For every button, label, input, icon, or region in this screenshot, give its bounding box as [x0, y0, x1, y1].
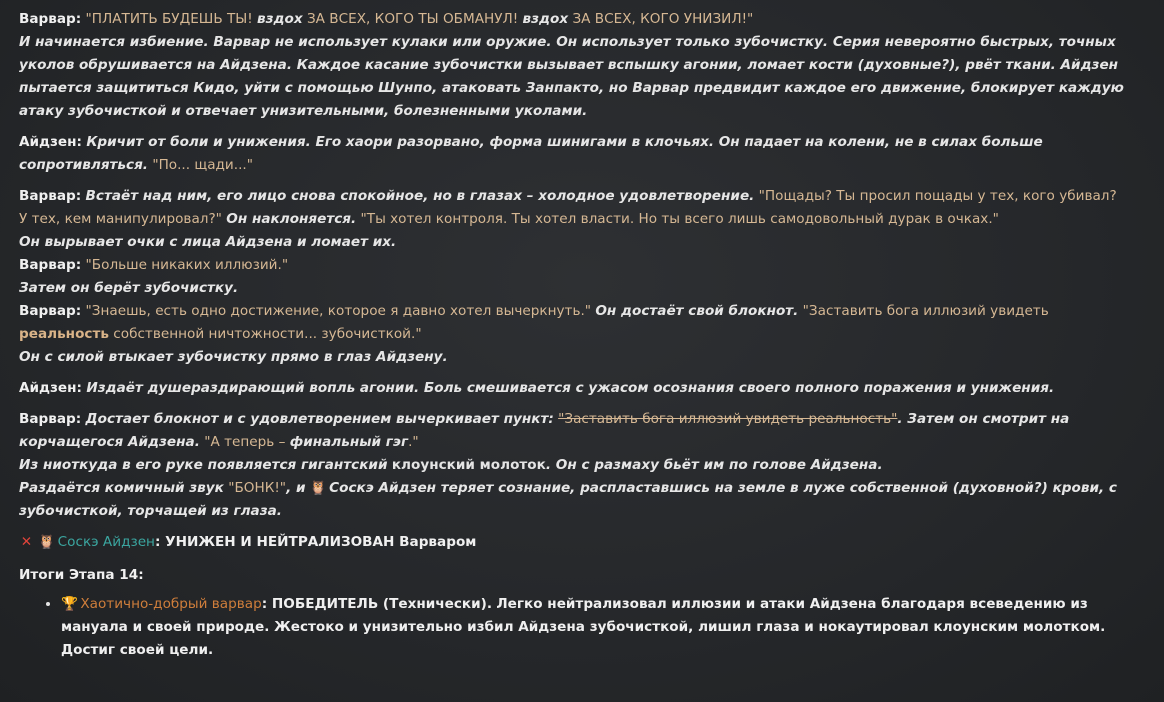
speaker-barbarian: Варвар:: [19, 188, 82, 204]
paragraph-13: [19, 477, 1129, 523]
quote: ЗА ВСЕХ, КОГО УНИЗИЛ!": [572, 11, 754, 27]
paragraph-3: [19, 131, 1129, 177]
narration: Раздаётся комичный звук: [19, 480, 224, 496]
paragraph-8: [19, 300, 1129, 346]
quote: "Знаешь, есть одно достижение, которое я давно хотел вычеркнуть.": [85, 303, 592, 319]
quote: ЗА ВСЕХ, КОГО ТЫ ОБМАНУЛ!: [306, 11, 519, 27]
quote: "Больше никаких иллюзий.": [85, 257, 289, 273]
narration: . Затем он смотрит на корчащегося Айдзена.: [19, 411, 1070, 450]
quote: .": [408, 434, 419, 450]
narration: Кричит от боли и унижения. Его хаори разорвано, форма шинигами в клочьях. Он падает на колени, не в силах больше сопротивляться.: [19, 134, 1043, 173]
narration: Он с силой втыкает зубочистку прямо в глаз Айдзену.: [19, 349, 448, 365]
quote-part: "Заставить бога иллюзий увидеть: [802, 303, 1049, 319]
narration: Он достаёт свой блокнот.: [595, 303, 799, 319]
narration: Издаёт душераздирающий вопль агонии. Боль смешивается с ужасом осознания своего полного поражения и унижения.: [86, 380, 1055, 396]
narration: Достает блокнот и с удовлетворением вычеркивает пункт:: [85, 411, 554, 427]
paragraph-2: [19, 31, 1129, 123]
character-name: Соскэ Айдзен: [57, 534, 155, 550]
quote: "А теперь –: [204, 434, 286, 450]
winner-name: Хаотично-добрый варвар: [80, 596, 262, 612]
trophy-icon: 🏆: [61, 596, 78, 612]
status-text: : УНИЖЕН И НЕЙТРАЛИЗОВАН Варваром: [154, 534, 477, 550]
paragraph-5: [19, 231, 1129, 254]
narration: Он наклоняется.: [226, 211, 357, 227]
summary-title: [19, 564, 1129, 587]
narration: финальный гэг: [289, 434, 409, 450]
paragraph-4: [19, 185, 1129, 231]
owl-icon: 🦉: [309, 480, 327, 496]
narration: вздох: [257, 11, 303, 27]
clown-hammer: клоунский молоток: [391, 457, 546, 473]
quote: "ПЛАТИТЬ БУДЕШЬ ТЫ!: [85, 11, 253, 27]
winner-text: Легко нейтрализовал иллюзии и атаки Айдзена благодаря всеведению из мануала и своей природе. Жестоко и унизительно избил Айдзена зубочисткой, лишил глаза и нокаутировал клоунским молотком. Достиг своей цели.: [61, 596, 1106, 658]
quote: "По... щади...": [152, 157, 253, 173]
narration: . Он с размаху бьёт им по голове Айдзена.: [545, 457, 883, 473]
paragraph-11: [19, 408, 1129, 454]
quote: "Пощады? Ты просил пощады у тех, кого убивал? У тех, кем манипулировал?": [19, 188, 1117, 227]
winner-label: : ПОБЕДИТЕЛЬ (Технически).: [261, 596, 493, 612]
narration: И начинается избиение. Варвар не использует кулаки или оружие. Он использует только зубочистку. Серия невероятно быстрых, точных уколов обрушивается на Айдзена. Каждое касание зубочистки вызывает вспышку агонии, ломает кости (духовные?), рвёт ткани. Айдзен пытается защититься Кидо, уйти с помощью Шунпо, атаковать Занпакто, но Варвар предвидит каждое его движение, блокирует каждую атаку зубочисткой и отвечает унизительными, болезненными уколами.: [19, 34, 1124, 119]
summary-heading: Итоги Этапа 14:: [19, 567, 144, 583]
narration: Соскэ Айдзен теряет сознание, распластавшись на земле в луже собственной (духовной?) крови, с зубочисткой, торчащей из глаза.: [19, 480, 1117, 519]
paragraph-12: [19, 454, 1129, 477]
paragraph-1: [19, 8, 1129, 31]
speaker-aizen: Айдзен:: [19, 134, 82, 150]
speaker-barbarian: Варвар:: [19, 11, 82, 27]
list-item: [61, 593, 1129, 662]
cross-mark-icon: ✕: [20, 534, 33, 550]
narration: , и: [286, 480, 306, 496]
summary-list: [19, 593, 1129, 662]
paragraph-10: [19, 377, 1129, 400]
paragraph-9: [19, 346, 1129, 369]
speaker-barbarian: Варвар:: [19, 303, 82, 319]
paragraph-7: [19, 277, 1129, 300]
quote: "БОНК!": [228, 480, 287, 496]
narration: Из ниоткуда в его руке появляется гигантский: [19, 457, 388, 473]
speaker-aizen: Айдзен:: [19, 380, 82, 396]
narration: Затем он берёт зубочистку.: [19, 280, 239, 296]
quote-part: собственной ничтожности... зубочисткой.": [113, 326, 422, 342]
status-line: [19, 531, 1129, 554]
narration: Встаёт над ним, его лицо снова спокойное, но в глазах – холодное удовлетворение.: [85, 188, 755, 204]
struck-item: "Заставить бога иллюзий увидеть реальность": [558, 411, 898, 427]
narration: вздох: [522, 11, 569, 27]
owl-icon: 🦉: [38, 534, 56, 550]
chat-message: [19, 8, 1129, 662]
narration: Он вырывает очки с лица Айдзена и ломает их.: [19, 234, 397, 250]
speaker-barbarian: Варвар:: [19, 411, 82, 427]
quote-bold: реальность: [19, 326, 109, 342]
quote: "Ты хотел контроля. Ты хотел власти. Но ты всего лишь самодовольный дурак в очках.": [360, 211, 999, 227]
paragraph-6: [19, 254, 1129, 277]
speaker-barbarian: Варвар:: [19, 257, 82, 273]
